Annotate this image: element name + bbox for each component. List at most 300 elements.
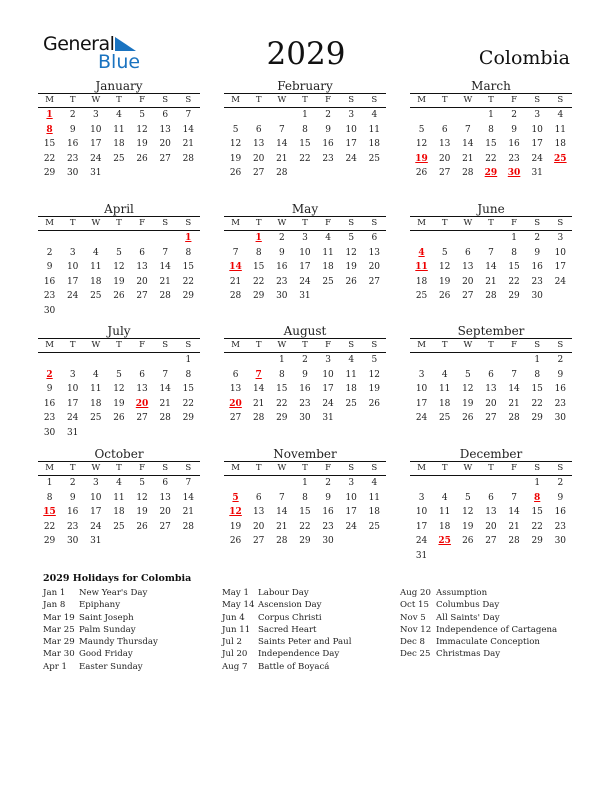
day: 10 xyxy=(90,124,102,135)
day: 3 xyxy=(348,110,355,120)
holiday-column xyxy=(400,587,557,661)
day: 4 xyxy=(348,355,355,365)
day: 9 xyxy=(46,384,53,395)
day: 27 xyxy=(159,153,171,164)
day: 21 xyxy=(508,521,520,532)
empty-day xyxy=(340,166,363,181)
holiday-day: 11 xyxy=(415,262,428,273)
day: 28 xyxy=(462,168,474,179)
day: 11 xyxy=(438,384,451,395)
holiday-item xyxy=(222,636,351,648)
week-row xyxy=(410,520,572,535)
month-title: December xyxy=(459,447,523,461)
weekday-label: S xyxy=(371,340,378,350)
empty-day xyxy=(340,534,363,549)
holiday-date: Mar 30 xyxy=(43,649,75,660)
empty-day xyxy=(154,426,177,441)
week-row xyxy=(38,382,200,397)
empty-day xyxy=(456,108,479,123)
empty-day xyxy=(456,549,479,564)
day: 18 xyxy=(368,139,381,150)
day: 3 xyxy=(69,247,76,258)
day: 22 xyxy=(531,398,543,409)
day: 26 xyxy=(136,521,148,532)
day: 22 xyxy=(299,521,311,532)
weekday-label: M xyxy=(45,340,54,350)
holiday-item xyxy=(222,599,351,611)
week-row xyxy=(410,289,572,304)
empty-day xyxy=(293,166,316,181)
day: 6 xyxy=(162,110,169,120)
day: 12 xyxy=(345,247,357,258)
day: 29 xyxy=(508,291,520,302)
day: 4 xyxy=(92,369,99,380)
holiday-name: Christmas Day xyxy=(436,649,501,660)
holiday-item xyxy=(400,624,557,636)
day: 14 xyxy=(276,507,288,518)
day: 5 xyxy=(418,124,425,135)
day: 15 xyxy=(299,139,311,150)
day: 21 xyxy=(182,507,195,518)
day: 18 xyxy=(90,398,102,409)
empty-day xyxy=(363,289,386,304)
empty-day xyxy=(154,231,177,246)
holiday-name: Corpus Christi xyxy=(258,612,322,623)
day: 14 xyxy=(462,139,474,150)
day: 5 xyxy=(139,110,145,120)
holiday-day: 2 xyxy=(46,369,53,380)
empty-day xyxy=(317,289,340,304)
day: 26 xyxy=(113,413,125,424)
weekday-label: S xyxy=(371,218,378,228)
day: 25 xyxy=(438,413,451,424)
day: 18 xyxy=(113,507,125,518)
holiday-date: Nov 12 xyxy=(400,624,432,635)
weekday-label: M xyxy=(417,95,426,105)
day: 20 xyxy=(368,262,381,273)
day: 24 xyxy=(322,398,334,409)
week-row xyxy=(410,260,572,275)
day: 26 xyxy=(345,276,357,287)
week-row xyxy=(224,520,386,535)
day: 2 xyxy=(69,110,76,120)
day: 20 xyxy=(438,153,451,164)
day: 16 xyxy=(554,507,567,518)
holiday-item xyxy=(222,661,351,673)
week-row xyxy=(38,108,200,123)
day: 21 xyxy=(276,153,288,164)
holiday-day: 15 xyxy=(43,507,56,518)
day: 8 xyxy=(185,369,192,380)
empty-day xyxy=(131,426,154,441)
week-row xyxy=(224,246,386,261)
week-row xyxy=(38,289,200,304)
holiday-day: 25 xyxy=(554,153,567,164)
day: 19 xyxy=(438,276,451,287)
holiday-item xyxy=(222,587,351,599)
day: 16 xyxy=(322,507,334,518)
holiday-date: Mar 25 xyxy=(43,624,75,635)
day: 4 xyxy=(371,110,378,120)
day: 5 xyxy=(464,369,471,380)
day: 15 xyxy=(276,384,288,395)
day: 7 xyxy=(278,492,285,503)
day: 10 xyxy=(554,247,567,258)
day: 17 xyxy=(90,507,102,518)
weekday-header xyxy=(38,338,200,353)
weekday-label: S xyxy=(162,218,169,228)
day: 17 xyxy=(554,262,567,273)
week-row xyxy=(38,505,200,520)
holiday-item xyxy=(43,624,158,636)
day: 7 xyxy=(162,247,169,258)
week-row xyxy=(224,231,386,246)
empty-day xyxy=(410,231,433,246)
day: 5 xyxy=(232,124,239,135)
holiday-name: Independence Day xyxy=(258,649,340,660)
day: 11 xyxy=(113,492,125,503)
day: 7 xyxy=(511,369,517,380)
weekday-label: T xyxy=(69,340,76,350)
day: 21 xyxy=(182,139,195,150)
weekday-label: T xyxy=(116,95,122,105)
week-row xyxy=(410,368,572,383)
week-row xyxy=(224,534,386,549)
week-row xyxy=(38,411,200,426)
day: 17 xyxy=(66,398,79,409)
holiday-name: Saint Joseph xyxy=(79,612,134,623)
day: 7 xyxy=(464,124,471,135)
weekday-label: T xyxy=(255,95,262,105)
empty-day xyxy=(270,108,293,123)
day: 30 xyxy=(43,305,56,316)
day: 15 xyxy=(43,139,56,150)
day: 18 xyxy=(345,384,357,395)
day: 29 xyxy=(43,536,56,547)
day: 15 xyxy=(531,384,543,395)
weekday-label: S xyxy=(371,95,378,105)
day: 9 xyxy=(69,492,76,503)
day: 9 xyxy=(557,369,564,380)
logo-word-blue: Blue xyxy=(98,51,141,73)
day: 28 xyxy=(182,521,195,532)
weekday-label: F xyxy=(325,463,332,473)
week-row xyxy=(38,123,200,138)
holiday-name: All Saints' Day xyxy=(436,612,500,623)
day: 31 xyxy=(415,550,428,561)
weekday-label: W xyxy=(277,340,287,350)
day: 6 xyxy=(255,492,262,503)
day: 25 xyxy=(368,153,381,164)
month-october xyxy=(38,447,200,549)
weekday-header xyxy=(410,93,572,108)
week-row xyxy=(224,137,386,152)
day: 24 xyxy=(299,276,311,287)
day: 22 xyxy=(182,398,195,409)
day: 17 xyxy=(299,262,311,273)
day: 23 xyxy=(554,521,567,532)
weekday-label: F xyxy=(325,95,332,105)
day: 29 xyxy=(531,413,543,424)
empty-day xyxy=(526,549,549,564)
day: 29 xyxy=(182,291,195,302)
day: 3 xyxy=(418,369,425,380)
day: 30 xyxy=(322,536,334,547)
day: 31 xyxy=(66,427,79,438)
week-row xyxy=(224,491,386,506)
day: 11 xyxy=(368,492,381,503)
empty-day xyxy=(503,476,526,491)
empty-day xyxy=(84,353,107,368)
weekday-header xyxy=(410,338,572,353)
holiday-name: Epiphany xyxy=(79,600,121,611)
day: 16 xyxy=(554,384,567,395)
day: 8 xyxy=(278,369,285,380)
empty-day xyxy=(433,353,456,368)
empty-day xyxy=(107,166,130,181)
day: 6 xyxy=(232,369,239,380)
day: 21 xyxy=(159,398,171,409)
day: 30 xyxy=(43,427,56,438)
day: 3 xyxy=(302,233,308,243)
day: 1 xyxy=(488,110,494,120)
weekday-header xyxy=(224,216,386,231)
holiday-name: Ascension Day xyxy=(258,600,322,611)
weekday-label: T xyxy=(116,340,122,350)
day: 11 xyxy=(368,124,381,135)
day: 12 xyxy=(415,139,428,150)
month-title: August xyxy=(283,324,327,338)
week-row xyxy=(410,534,572,549)
holiday-item xyxy=(43,599,158,611)
week-row xyxy=(410,166,572,181)
holiday-name: New Year's Day xyxy=(79,588,148,598)
weekday-header xyxy=(224,461,386,476)
day: 1 xyxy=(278,355,285,365)
empty-day xyxy=(38,231,61,246)
day: 22 xyxy=(276,398,288,409)
day: 13 xyxy=(159,124,171,135)
holiday-date: Aug 20 xyxy=(400,588,431,598)
day: 17 xyxy=(345,507,357,518)
weekday-label: S xyxy=(371,463,378,473)
weekday-label: S xyxy=(348,340,355,350)
empty-day xyxy=(131,353,154,368)
empty-day xyxy=(38,353,61,368)
weekday-label: T xyxy=(69,218,76,228)
day: 24 xyxy=(90,521,102,532)
empty-day xyxy=(154,353,177,368)
weekday-label: F xyxy=(139,95,146,105)
week-row xyxy=(38,137,200,152)
weekday-label: F xyxy=(325,218,332,228)
empty-day xyxy=(317,166,340,181)
day: 31 xyxy=(90,536,102,547)
day: 27 xyxy=(136,413,148,424)
day: 9 xyxy=(46,262,53,273)
holiday-day: 19 xyxy=(415,153,428,164)
weekday-label: T xyxy=(488,463,494,473)
empty-day xyxy=(107,534,130,549)
day: 10 xyxy=(299,247,311,258)
month-june xyxy=(410,202,572,304)
day: 25 xyxy=(113,521,125,532)
holiday-item xyxy=(43,648,158,660)
day: 15 xyxy=(508,262,520,273)
weekday-label: S xyxy=(534,218,541,228)
day: 16 xyxy=(66,507,79,518)
day: 19 xyxy=(136,507,148,518)
day: 29 xyxy=(531,536,543,547)
year-title: 2029 xyxy=(266,36,346,72)
day: 20 xyxy=(159,139,171,150)
empty-day xyxy=(107,353,130,368)
weekday-label: F xyxy=(511,340,518,350)
weekday-label: M xyxy=(231,463,240,473)
day: 16 xyxy=(43,398,56,409)
day: 9 xyxy=(325,124,331,135)
day: 19 xyxy=(136,139,148,150)
month-title: April xyxy=(104,202,134,216)
day: 24 xyxy=(345,153,357,164)
weekday-label: T xyxy=(69,95,76,105)
weekday-label: T xyxy=(255,340,262,350)
weekday-label: S xyxy=(557,95,564,105)
empty-day xyxy=(433,108,456,123)
week-row xyxy=(38,166,200,181)
day: 9 xyxy=(325,492,331,503)
holiday-day: 4 xyxy=(418,247,425,258)
day: 21 xyxy=(229,276,242,287)
day: 25 xyxy=(90,413,102,424)
empty-day xyxy=(503,353,526,368)
day: 15 xyxy=(531,507,543,518)
day: 6 xyxy=(255,124,262,135)
month-may xyxy=(224,202,386,304)
day: 27 xyxy=(485,536,497,547)
holiday-date: Dec 8 xyxy=(400,637,425,648)
week-row xyxy=(410,275,572,290)
day: 3 xyxy=(69,369,76,380)
weekday-label: T xyxy=(488,95,494,105)
day: 19 xyxy=(368,384,381,395)
day: 23 xyxy=(43,413,56,424)
day: 22 xyxy=(252,276,265,287)
week-row xyxy=(410,231,572,246)
day: 19 xyxy=(229,521,242,532)
day: 8 xyxy=(488,124,494,135)
holiday-column xyxy=(222,587,351,673)
weekday-label: T xyxy=(441,95,448,105)
holiday-day: 20 xyxy=(229,398,242,409)
empty-day xyxy=(456,476,479,491)
month-july xyxy=(38,324,200,441)
holiday-day: 7 xyxy=(255,369,262,380)
week-row xyxy=(38,520,200,535)
day: 28 xyxy=(508,536,520,547)
day: 26 xyxy=(113,291,125,302)
day: 9 xyxy=(557,492,564,503)
day: 21 xyxy=(252,398,265,409)
day: 26 xyxy=(462,413,474,424)
weekday-label: F xyxy=(511,218,518,228)
day: 27 xyxy=(485,413,497,424)
day: 12 xyxy=(113,262,125,273)
weekday-label: S xyxy=(557,463,564,473)
day: 10 xyxy=(415,507,428,518)
empty-day xyxy=(131,231,154,246)
day: 11 xyxy=(113,124,125,135)
weekday-label: M xyxy=(231,340,240,350)
month-february xyxy=(224,79,386,181)
weekday-label: S xyxy=(162,340,169,350)
week-row xyxy=(410,549,572,564)
day: 28 xyxy=(159,291,171,302)
day: 16 xyxy=(508,139,520,150)
day: 22 xyxy=(299,153,311,164)
day: 14 xyxy=(159,262,171,273)
weekday-label: S xyxy=(162,95,169,105)
week-row xyxy=(38,397,200,412)
holiday-name: Saints Peter and Paul xyxy=(258,637,352,648)
empty-day xyxy=(479,476,502,491)
day: 26 xyxy=(415,168,428,179)
day: 16 xyxy=(66,139,79,150)
holiday-item xyxy=(43,661,158,673)
day: 20 xyxy=(252,153,265,164)
day: 7 xyxy=(185,478,192,488)
day: 1 xyxy=(185,355,192,365)
day: 22 xyxy=(485,153,497,164)
day: 16 xyxy=(276,262,288,273)
day: 6 xyxy=(488,492,494,503)
day: 2 xyxy=(278,233,285,243)
day: 17 xyxy=(415,521,428,532)
week-row xyxy=(38,152,200,167)
day: 13 xyxy=(462,262,474,273)
empty-day xyxy=(224,231,247,246)
day: 23 xyxy=(299,398,311,409)
day: 24 xyxy=(415,413,428,424)
weekday-label: W xyxy=(277,463,287,473)
day: 17 xyxy=(345,139,357,150)
day: 29 xyxy=(182,413,195,424)
day: 3 xyxy=(348,478,355,488)
empty-day xyxy=(433,549,456,564)
day: 28 xyxy=(485,291,497,302)
month-title: May xyxy=(291,202,319,216)
empty-day xyxy=(247,353,270,368)
weekday-header xyxy=(410,461,572,476)
day: 31 xyxy=(322,413,334,424)
day: 29 xyxy=(299,536,311,547)
day: 8 xyxy=(511,247,517,258)
holiday-day: 8 xyxy=(46,124,53,135)
empty-day xyxy=(61,231,84,246)
weekday-label: W xyxy=(463,463,473,473)
day: 31 xyxy=(299,291,311,302)
day: 26 xyxy=(368,398,381,409)
day: 27 xyxy=(229,413,242,424)
month-november xyxy=(224,447,386,549)
day: 23 xyxy=(66,521,79,532)
day: 1 xyxy=(302,478,308,488)
month-january xyxy=(38,79,200,181)
week-row xyxy=(224,505,386,520)
empty-day xyxy=(340,289,363,304)
day: 22 xyxy=(182,276,195,287)
empty-day xyxy=(433,476,456,491)
